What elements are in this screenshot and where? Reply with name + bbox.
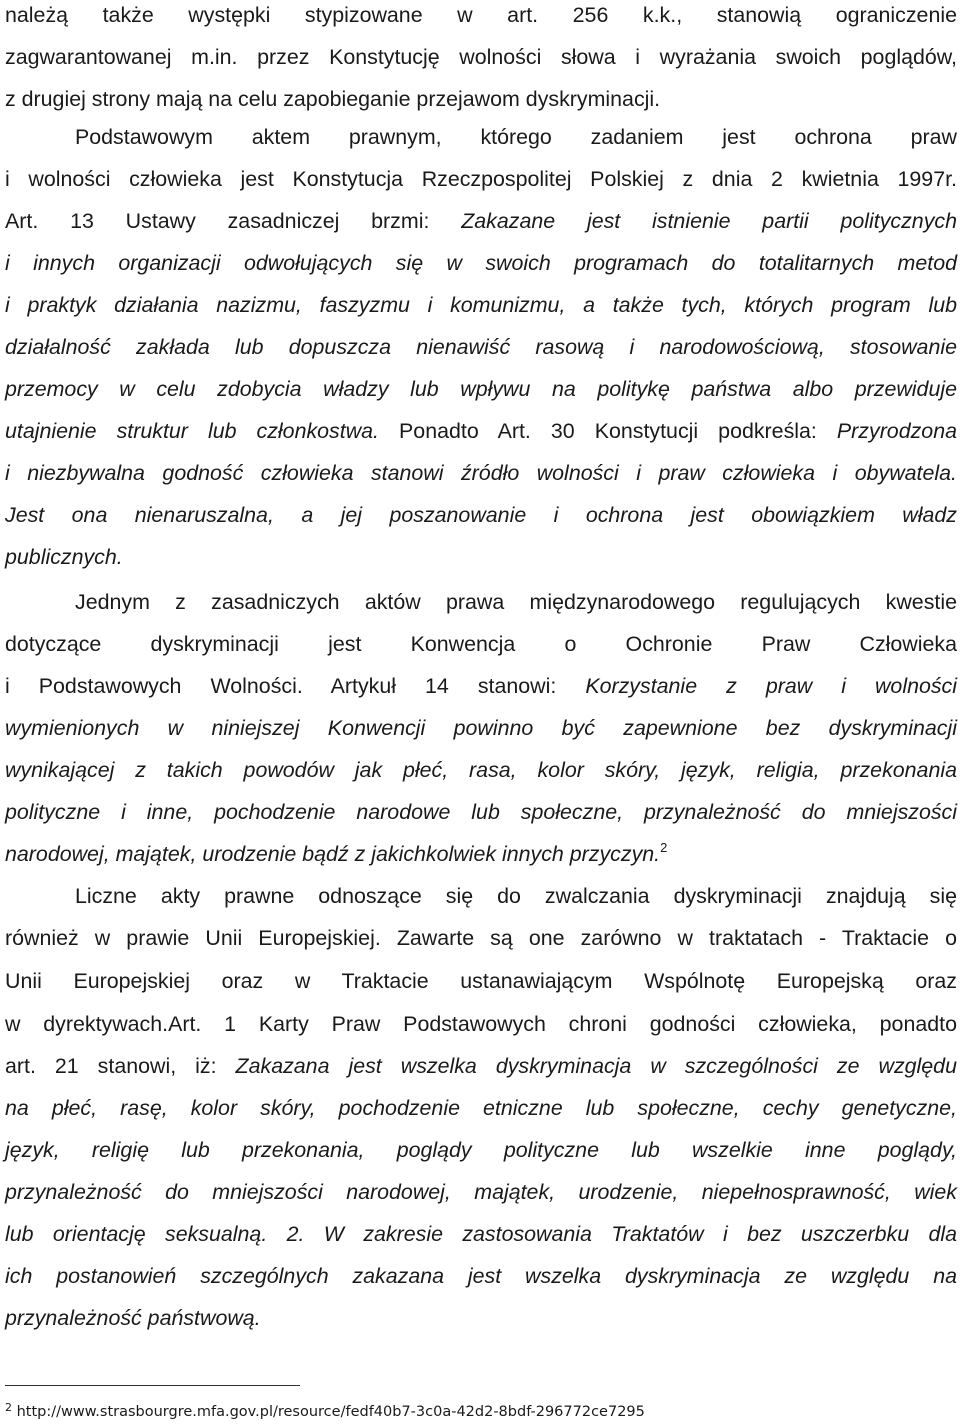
text-line [75, 122, 957, 152]
text-line [5, 1261, 957, 1291]
text-line [5, 671, 957, 701]
text-segment: dotyczące dyskryminacji jest Konwencja o Ochronie Praw Człowieka [5, 632, 957, 656]
footnote-separator [5, 1385, 300, 1386]
footnote-number: 2 [5, 1401, 12, 1414]
text-line [5, 629, 957, 659]
text-line [5, 206, 957, 236]
text-segment: utajnienie struktur lub członkostwa. [5, 419, 379, 443]
text-segment: Jednym z zasadniczych aktów prawa międzynarodowego regulujących kwestie [75, 590, 957, 614]
text-segment: Art. 13 Ustawy zasadniczej brzmi: [5, 209, 462, 233]
text-line [5, 1219, 957, 1249]
text-line [5, 500, 957, 530]
text-segment: i praktyk działania nazizmu, faszyzmu i komunizmu, a także tych, których program lub [5, 293, 957, 317]
text-segment: art. 21 stanowi, iż: [5, 1054, 236, 1078]
text-segment: zagwarantowanej m.in. przez Konstytucję wolności słowa i wyrażania swoich poglądów, [5, 45, 957, 69]
text-line [5, 923, 957, 953]
text-line [5, 1051, 957, 1081]
text-line [5, 1135, 957, 1165]
text-segment: również w prawie Unii Europejskiej. Zawarte są one zarówno w traktatach - Traktacie o [5, 926, 957, 950]
text-segment: lub orientację seksualną. 2. W zakresie zastosowania Traktatów i bez uszczerbku dla [5, 1222, 957, 1246]
text-segment: i niezbywalna godność człowieka stanowi źródło wolności i praw człowieka i obywatela. [5, 461, 957, 485]
footnote-reference: 2 [660, 840, 668, 855]
text-line [75, 587, 957, 617]
text-line [5, 542, 957, 572]
text-segment: Jest ona nienaruszalna, a jej poszanowanie i ochrona jest obowiązkiem władz [5, 503, 957, 527]
text-line [5, 374, 957, 404]
text-segment: Zakazane jest istnienie partii politycznych [461, 209, 957, 233]
text-segment: Korzystanie z praw i wolności [585, 674, 958, 698]
text-line [5, 42, 957, 72]
footnote-link[interactable]: http://www.strasbourgre.mfa.gov.pl/resource/fedf40b7-3c0a-42d2-8bdf-296772ce7295 [16, 1404, 645, 1420]
text-segment: w dyrektywach.Art. 1 Karty Praw Podstawowych chroni godności człowieka, ponadto [5, 1012, 957, 1036]
text-segment: wymienionych w niniejszej Konwencji powinno być zapewnione bez dyskryminacji [5, 716, 957, 740]
text-line [5, 84, 957, 114]
text-line [5, 1303, 957, 1333]
text-line [5, 332, 957, 362]
text-segment: Przyrodzona [836, 419, 957, 443]
text-line [5, 458, 957, 488]
text-segment: i innych organizacji odwołujących się w swoich programach do totalitarnych metod [5, 251, 957, 275]
text-segment: język, religię lub przekonania, poglądy polityczne lub wszelkie inne poglądy, [5, 1138, 957, 1162]
text-segment: przynależność państwową. [5, 1306, 261, 1330]
text-line [5, 755, 957, 785]
text-line [5, 248, 957, 278]
text-segment: polityczne i inne, pochodzenie narodowe lub społeczne, przynależność do mniejszości [5, 800, 957, 824]
text-line [5, 839, 957, 869]
text-segment: Unii Europejskiej oraz w Traktacie ustanawiającym Wspólnotę Europejską oraz [5, 969, 957, 993]
text-line [5, 966, 957, 996]
text-line [5, 1009, 957, 1039]
text-segment: ich postanowień szczególnych zakazana jest wszelka dyskryminacja ze względu na [5, 1264, 957, 1288]
text-segment: narodowej, majątek, urodzenie bądź z jakichkolwiek innych przyczyn. [5, 842, 661, 866]
text-segment: i Podstawowych Wolności. Artykuł 14 stanowi: [5, 674, 586, 698]
text-segment: należą także występki stypizowane w art. 256 k.k., stanowią ograniczenie [5, 3, 957, 27]
text-segment: na płeć, rasę, kolor skóry, pochodzenie etniczne lub społeczne, cechy genetyczne, [5, 1096, 957, 1120]
text-line [5, 290, 957, 320]
text-line [5, 713, 957, 743]
text-line [5, 797, 957, 827]
text-segment: przemocy w celu zdobycia władzy lub wpływu na politykę państwa albo przewiduje [5, 377, 957, 401]
text-segment: wynikającej z takich powodów jak płeć, rasa, kolor skóry, język, religia, przekonania [5, 758, 957, 782]
text-segment: publicznych. [5, 545, 123, 569]
text-line [5, 164, 957, 194]
footnote [5, 1400, 645, 1424]
text-line [5, 1177, 957, 1207]
text-line [5, 0, 957, 30]
text-segment: Liczne akty prawne odnoszące się do zwalczania dyskryminacji znajdują się [75, 884, 957, 908]
text-segment: Ponadto Art. 30 Konstytucji podkreśla: [379, 419, 837, 443]
text-segment: Podstawowym aktem prawnym, którego zadaniem jest ochrona praw [75, 125, 957, 149]
text-line [75, 881, 957, 911]
text-segment: przynależność do mniejszości narodowej, majątek, urodzenie, niepełnosprawność, wiek [5, 1180, 957, 1204]
text-segment: Zakazana jest wszelka dyskryminacja w szczególności ze względu [235, 1054, 957, 1078]
text-segment: z drugiej strony mają na celu zapobieganie przejawom dyskryminacji. [5, 87, 661, 111]
text-line [5, 416, 957, 446]
text-segment: działalność zakłada lub dopuszcza nienawiść rasową i narodowościową, stosowanie [5, 335, 957, 359]
text-line [5, 1093, 957, 1123]
text-segment: i wolności człowieka jest Konstytucja Rzeczpospolitej Polskiej z dnia 2 kwietnia 1997r. [5, 167, 957, 191]
